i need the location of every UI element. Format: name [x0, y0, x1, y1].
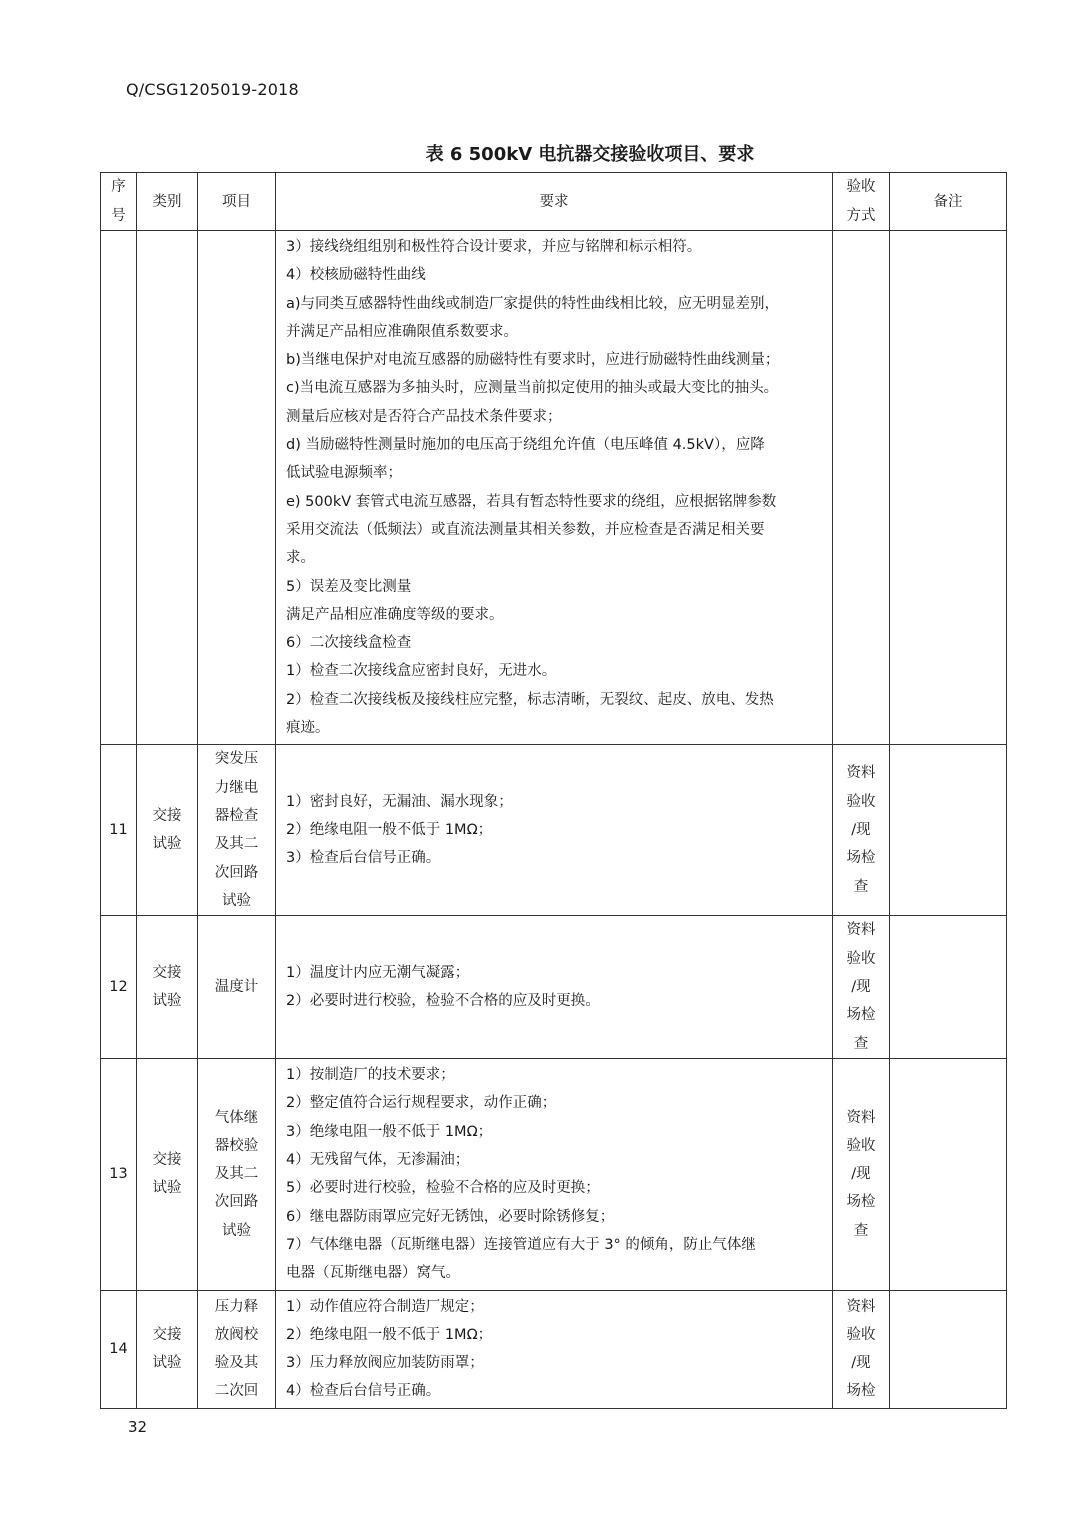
cell-requirements: 1）温度计内应无潮气凝露； 2）必要时进行校验，检验不合格的应及时更换。: [276, 916, 833, 1059]
cell-category: [137, 231, 198, 745]
column-header-requirement: 要求: [276, 173, 833, 231]
column-header-note: 备注: [890, 173, 1007, 231]
cell-item: 温度计: [198, 916, 276, 1059]
document-code: Q/CSG1205019-2018: [126, 80, 299, 99]
cell-category: 交接 试验: [137, 1059, 198, 1290]
acceptance-table: [100, 172, 1007, 1409]
cell-seq: 13: [101, 1059, 137, 1290]
table-header-row: [101, 173, 1007, 231]
cell-seq: 11: [101, 745, 137, 916]
cell-seq: [101, 231, 137, 745]
cell-requirements: 3）接线绕组组别和极性符合设计要求，并应与铭牌和标示相符。 4）校核励磁特性曲线 a)与同类互感器特性曲线或制造厂家提供的特性曲线相比较，应无明显差别， 并满足产品相应准确限值系数要求。 b)当继电保护对电流互感器的励磁特性有要求时，应进行励磁特性曲线测量； c)当电流互感器为多抽头时，应测量当前拟定使用的抽头或最大变比的抽头。 测量后应核对是否符合产品技术条件要求； d) 当励磁特性测量时施加的电压高于绕组允许值（电压峰值 4.5kV），应降 低试验电源频率； e) 500kV 套管式电流互感器，若具有暂态特性要求的绕组，应根据铭牌参数 采用交流法（低频法）或直流法测量其相关参数，并应检查是否满足相关要 求。 5）误差及变比测量 满足产品相应准确度等级的要求。 6）二次接线盒检查 1）检查二次接线盒应密封良好，无进水。 2）检查二次接线板及接线柱应完整，标志清晰，无裂纹、起皮、放电、发热 痕迹。: [276, 231, 833, 745]
cell-method: 资料 验收 /现 场检 查: [833, 1059, 890, 1290]
cell-requirements: 1）动作值应符合制造厂规定； 2）绝缘电阻一般不低于 1MΩ； 3）压力释放阀应加装防雨罩； 4）检查后台信号正确。: [276, 1290, 833, 1408]
cell-note: [890, 231, 1007, 745]
column-header-category: 类别: [137, 173, 198, 231]
table-row-11: [101, 745, 1007, 916]
column-header-seq-text: 序 号: [111, 179, 126, 224]
table-row-13: [101, 1059, 1007, 1290]
cell-category: 交接 试验: [137, 1290, 198, 1408]
cell-category: 交接 试验: [137, 916, 198, 1059]
cell-item: 气体继 器校验 及其二 次回路 试验: [198, 1059, 276, 1290]
cell-item: [198, 231, 276, 745]
cell-item: 突发压 力继电 器检查 及其二 次回路 试验: [198, 745, 276, 916]
cell-note: [890, 745, 1007, 916]
table-title: 表 6 500kV 电抗器交接验收项目、要求: [425, 144, 755, 165]
cell-note: [890, 1059, 1007, 1290]
cell-item: 压力释 放阀校 验及其 二次回: [198, 1290, 276, 1408]
column-header-method: 验收 方式: [833, 173, 890, 231]
cell-note: [890, 1290, 1007, 1408]
cell-method: 资料 验收 /现 场检: [833, 1290, 890, 1408]
cell-requirements: 1）按制造厂的技术要求； 2）整定值符合运行规程要求，动作正确； 3）绝缘电阻一般不低于 1MΩ； 4）无残留气体，无渗漏油； 5）必要时进行校验，检验不合格的应及时更换； 6）继电器防雨罩应完好无锈蚀，必要时除锈修复； 7）气体继电器（瓦斯继电器）连接管道应有大于 3° 的倾角，防止气体继 电器（瓦斯继电器）窝气。: [276, 1059, 833, 1290]
page-number: 32: [128, 1418, 148, 1436]
table-row-12: [101, 916, 1007, 1059]
column-header-seq: [101, 173, 137, 231]
table-row-continuation: [101, 231, 1007, 745]
cell-seq: 12: [101, 916, 137, 1059]
cell-method: [833, 231, 890, 745]
cell-requirements: 1）密封良好，无漏油、漏水现象； 2）绝缘电阻一般不低于 1MΩ； 3）检查后台信号正确。: [276, 745, 833, 916]
cell-method: 资料 验收 /现 场检 查: [833, 916, 890, 1059]
cell-method: 资料 验收 /现 场检 查: [833, 745, 890, 916]
column-header-item: 项目: [198, 173, 276, 231]
cell-note: [890, 916, 1007, 1059]
table-row-14: [101, 1290, 1007, 1408]
cell-seq: 14: [101, 1290, 137, 1408]
cell-category: 交接 试验: [137, 745, 198, 916]
